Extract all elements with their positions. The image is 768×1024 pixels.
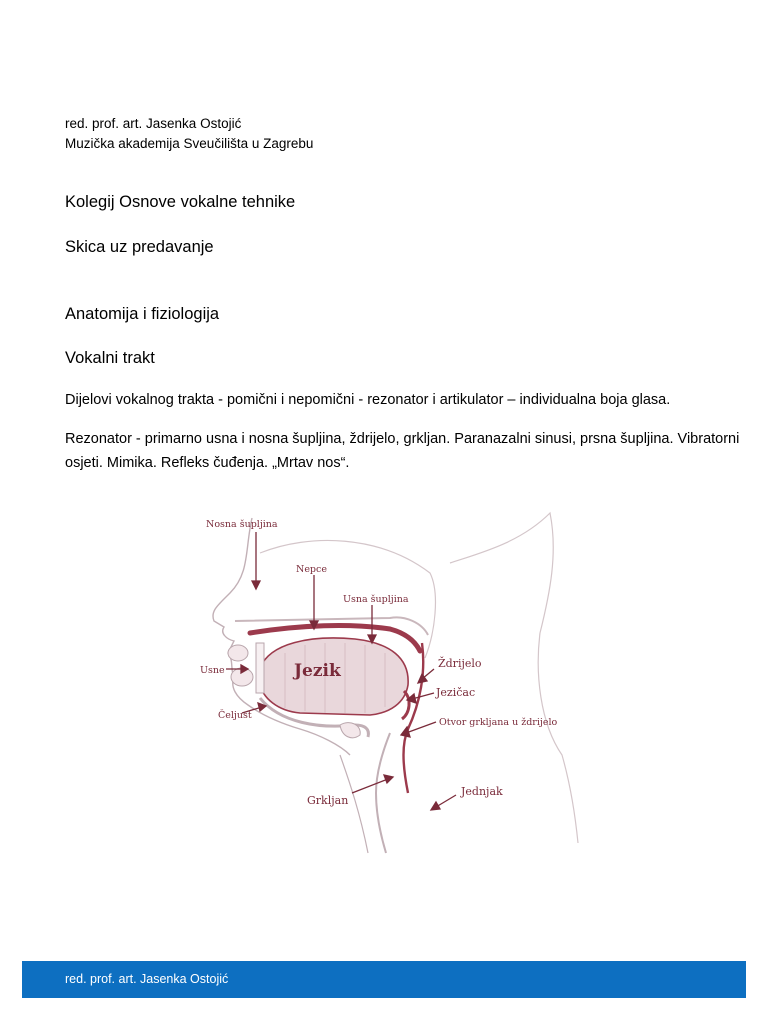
label-nosna-supljina: Nosna šupljina [206, 519, 278, 530]
course-title: Kolegij Osnove vokalne tehnike [65, 193, 296, 211]
author-block [65, 114, 313, 154]
upper-lip [228, 645, 248, 661]
label-jednjak: Jednjak [461, 785, 503, 798]
arrow-jednjak [436, 795, 456, 807]
label-jezicac: Jezičac [436, 686, 476, 699]
label-usne: Usne [200, 665, 225, 676]
subsection-title: Vokalni trakt [65, 349, 155, 367]
label-jezik: Jezik [294, 661, 341, 681]
label-celjust: Čeljust [218, 710, 252, 721]
footer-bar [22, 961, 746, 998]
paragraph-resonator: Rezonator - primarno usna i nosna šupljina, ždrijelo, grkljan. Paranazalni sinusi, prsna šupljina. Vibratorni osjeti. Mimika. Refleks čuđenja. „Mrtav nos“. [65, 431, 740, 471]
label-usna-supljina: Usna šupljina [343, 594, 409, 605]
larynx-tube [376, 733, 390, 853]
paragraph-vocal-tract-parts: Dijelovi vokalnog trakta - pomični i nepomični - rezonator i artikulator – individualna boja glasa. [65, 392, 671, 408]
section-title: Anatomija i fiziologija [65, 305, 220, 323]
label-zdrijelo: Ždrijelo [438, 657, 482, 670]
pharynx-wall [404, 643, 424, 793]
front-teeth [256, 643, 264, 693]
label-otvor-grkljana: Otvor grkljana u ždrijelo [439, 717, 558, 728]
label-nepce: Nepce [296, 564, 327, 575]
author-name: red. prof. art. Jasenka Ostojić [65, 116, 242, 131]
subtitle: Skica uz predavanje [65, 238, 214, 256]
footer-author: red. prof. art. Jasenka Ostojić [65, 972, 229, 986]
arrow-grkljan [352, 779, 388, 793]
institution-name: Muzička akademija Sveučilišta u Zagrebu [65, 136, 314, 151]
label-grkljan: Grkljan [307, 794, 349, 807]
vocal-tract-diagram [190, 493, 590, 863]
